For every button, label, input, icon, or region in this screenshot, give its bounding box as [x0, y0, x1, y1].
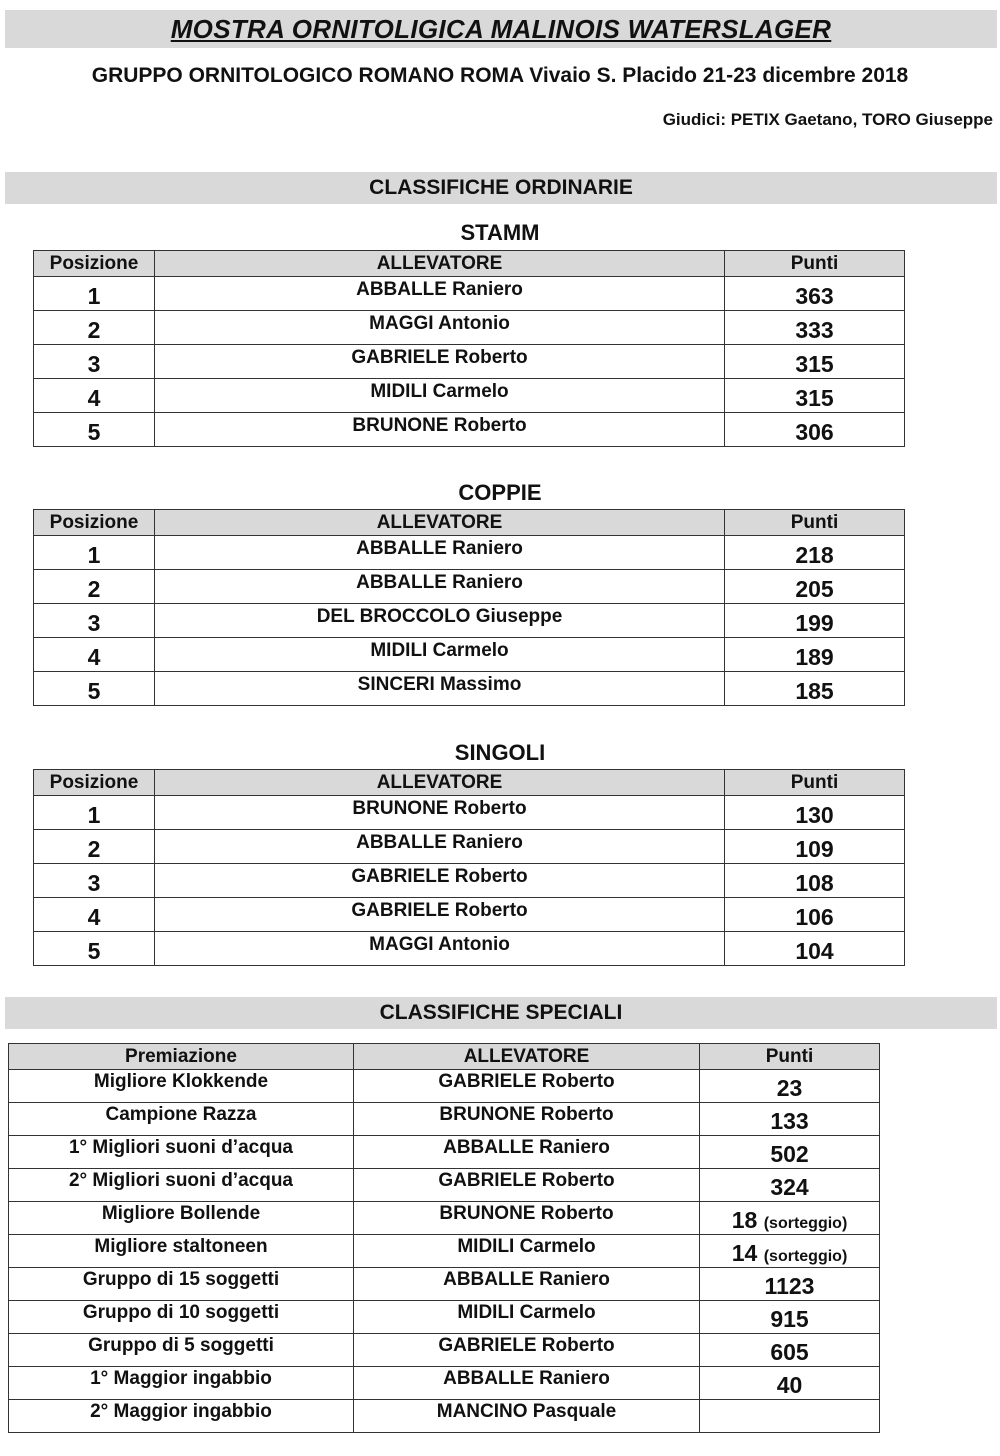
stamm-table: [33, 250, 905, 447]
column-header-posizione: Posizione: [34, 251, 155, 277]
table-row: [9, 1235, 880, 1268]
title-banner: [5, 10, 997, 48]
points-cell: 199: [725, 604, 905, 638]
table-row: [9, 1103, 880, 1136]
points-value: 1123: [764, 1273, 815, 1299]
points-value: 23: [776, 1075, 803, 1101]
breeder-cell: BRUNONE Roberto: [354, 1103, 700, 1136]
breeder-cell: ABBALLE Raniero: [155, 830, 725, 864]
table-row: [9, 1367, 880, 1400]
table-row: [34, 672, 905, 706]
points-cell: [700, 1268, 880, 1301]
position-cell: 1: [34, 277, 155, 311]
position-cell: 3: [34, 604, 155, 638]
breeder-cell: ABBALLE Raniero: [354, 1367, 700, 1400]
breeder-cell: GABRIELE Roberto: [155, 345, 725, 379]
position-cell: 4: [34, 638, 155, 672]
breeder-cell: MIDILI Carmelo: [155, 379, 725, 413]
points-cell: [700, 1103, 880, 1136]
table-header-row: [34, 251, 905, 277]
table-row: [34, 830, 905, 864]
points-cell: 306: [725, 413, 905, 447]
column-header-allevatore: ALLEVATORE: [155, 251, 725, 277]
table-header-row: [34, 770, 905, 796]
table-row: [9, 1202, 880, 1235]
points-cell: [700, 1301, 880, 1334]
points-value: 14: [731, 1240, 758, 1266]
breeder-cell: GABRIELE Roberto: [354, 1334, 700, 1367]
breeder-cell: MIDILI Carmelo: [354, 1301, 700, 1334]
page-subtitle: GRUPPO ORNITOLOGICO ROMANO ROMA Vivaio S. Placido 21-23 dicembre 2018: [91, 64, 909, 87]
points-value: 133: [770, 1108, 809, 1134]
points-note: (sorteggio): [763, 1215, 848, 1232]
column-header-punti: Punti: [725, 770, 905, 796]
table-row: [34, 604, 905, 638]
column-header-allevatore: ALLEVATORE: [354, 1044, 700, 1070]
table-row: [34, 277, 905, 311]
breeder-cell: ABBALLE Raniero: [155, 536, 725, 570]
breeder-cell: GABRIELE Roberto: [354, 1169, 700, 1202]
award-cell: 1° Migliori suoni d’acqua: [9, 1136, 354, 1169]
breeder-cell: ABBALLE Raniero: [354, 1136, 700, 1169]
award-cell: Migliore staltoneen: [9, 1235, 354, 1268]
breeder-cell: GABRIELE Roberto: [155, 898, 725, 932]
points-cell: 333: [725, 311, 905, 345]
column-header-punti: Punti: [700, 1044, 880, 1070]
coppie-title: COPPIE: [458, 480, 542, 505]
column-header-posizione: Posizione: [34, 770, 155, 796]
breeder-cell: BRUNONE Roberto: [155, 796, 725, 830]
points-cell: 185: [725, 672, 905, 706]
table-row: [34, 932, 905, 966]
position-cell: 4: [34, 379, 155, 413]
points-cell: [700, 1334, 880, 1367]
position-cell: 1: [34, 796, 155, 830]
breeder-cell: MANCINO Pasquale: [354, 1400, 700, 1433]
column-header-allevatore: ALLEVATORE: [155, 510, 725, 536]
breeder-cell: ABBALLE Raniero: [155, 570, 725, 604]
column-header-allevatore: ALLEVATORE: [155, 770, 725, 796]
table-row: [34, 379, 905, 413]
table-row: [9, 1334, 880, 1367]
award-cell: Gruppo di 15 soggetti: [9, 1268, 354, 1301]
column-header-punti: Punti: [725, 251, 905, 277]
points-cell: 108: [725, 864, 905, 898]
table-row: [34, 311, 905, 345]
table-row: [34, 536, 905, 570]
points-cell: 205: [725, 570, 905, 604]
column-header-premiazione: Premiazione: [9, 1044, 354, 1070]
position-cell: 2: [34, 830, 155, 864]
coppie-table: [33, 509, 905, 706]
award-cell: Gruppo di 10 soggetti: [9, 1301, 354, 1334]
singoli-table: [33, 769, 905, 966]
column-header-posizione: Posizione: [34, 510, 155, 536]
table-row: [9, 1136, 880, 1169]
points-cell: [700, 1136, 880, 1169]
breeder-cell: GABRIELE Roberto: [155, 864, 725, 898]
breeder-cell: MAGGI Antonio: [155, 932, 725, 966]
table-row: [34, 570, 905, 604]
singoli-title: SINGOLI: [454, 740, 546, 765]
points-cell: 104: [725, 932, 905, 966]
breeder-cell: MIDILI Carmelo: [354, 1235, 700, 1268]
points-value: 324: [770, 1174, 809, 1200]
points-value: 40: [776, 1372, 803, 1398]
breeder-cell: GABRIELE Roberto: [354, 1070, 700, 1103]
breeder-cell: DEL BROCCOLO Giuseppe: [155, 604, 725, 638]
points-cell: 106: [725, 898, 905, 932]
judges-line: Giudici: PETIX Gaetano, TORO Giuseppe: [662, 110, 993, 129]
points-value: 18: [731, 1207, 758, 1233]
breeder-cell: BRUNONE Roberto: [155, 413, 725, 447]
points-cell: [700, 1367, 880, 1400]
points-cell: 363: [725, 277, 905, 311]
position-cell: 2: [34, 570, 155, 604]
points-cell: 315: [725, 379, 905, 413]
points-cell: 109: [725, 830, 905, 864]
points-cell: [700, 1202, 880, 1235]
points-cell: [700, 1400, 880, 1433]
position-cell: 3: [34, 864, 155, 898]
award-cell: Migliore Bollende: [9, 1202, 354, 1235]
points-cell: [700, 1235, 880, 1268]
special-table: [8, 1043, 880, 1433]
table-row: [34, 864, 905, 898]
award-cell: 2° Maggior ingabbio: [9, 1400, 354, 1433]
special-heading: CLASSIFICHE SPECIALI: [5, 997, 997, 1029]
breeder-cell: SINCERI Massimo: [155, 672, 725, 706]
page-title: MOSTRA ORNITOLIGICA MALINOIS WATERSLAGER: [170, 14, 832, 44]
column-header-punti: Punti: [725, 510, 905, 536]
position-cell: 2: [34, 311, 155, 345]
award-cell: 2° Migliori suoni d’acqua: [9, 1169, 354, 1202]
points-value: 915: [770, 1306, 809, 1332]
points-cell: [700, 1169, 880, 1202]
position-cell: 5: [34, 672, 155, 706]
table-row: [34, 413, 905, 447]
table-row: [9, 1268, 880, 1301]
points-cell: 130: [725, 796, 905, 830]
position-cell: 4: [34, 898, 155, 932]
award-cell: Gruppo di 5 soggetti: [9, 1334, 354, 1367]
table-row: [34, 345, 905, 379]
table-row: [9, 1301, 880, 1334]
breeder-cell: ABBALLE Raniero: [354, 1268, 700, 1301]
points-value: 605: [770, 1339, 809, 1365]
stamm-title: STAMM: [460, 220, 540, 245]
table-row: [34, 898, 905, 932]
award-cell: Migliore Klokkende: [9, 1070, 354, 1103]
breeder-cell: ABBALLE Raniero: [155, 277, 725, 311]
position-cell: 1: [34, 536, 155, 570]
points-cell: [700, 1070, 880, 1103]
ordinary-heading: CLASSIFICHE ORDINARIE: [5, 172, 997, 204]
table-header-row: [34, 510, 905, 536]
breeder-cell: BRUNONE Roberto: [354, 1202, 700, 1235]
table-row: [9, 1169, 880, 1202]
table-row: [9, 1400, 880, 1433]
position-cell: 3: [34, 345, 155, 379]
position-cell: 5: [34, 413, 155, 447]
award-cell: Campione Razza: [9, 1103, 354, 1136]
table-row: [34, 796, 905, 830]
points-note: (sorteggio): [763, 1248, 848, 1265]
award-cell: 1° Maggior ingabbio: [9, 1367, 354, 1400]
position-cell: 5: [34, 932, 155, 966]
points-cell: 315: [725, 345, 905, 379]
table-header-row: [9, 1044, 880, 1070]
table-row: [9, 1070, 880, 1103]
points-cell: 218: [725, 536, 905, 570]
points-cell: 189: [725, 638, 905, 672]
breeder-cell: MIDILI Carmelo: [155, 638, 725, 672]
table-row: [34, 638, 905, 672]
breeder-cell: MAGGI Antonio: [155, 311, 725, 345]
points-value: 502: [770, 1141, 809, 1167]
